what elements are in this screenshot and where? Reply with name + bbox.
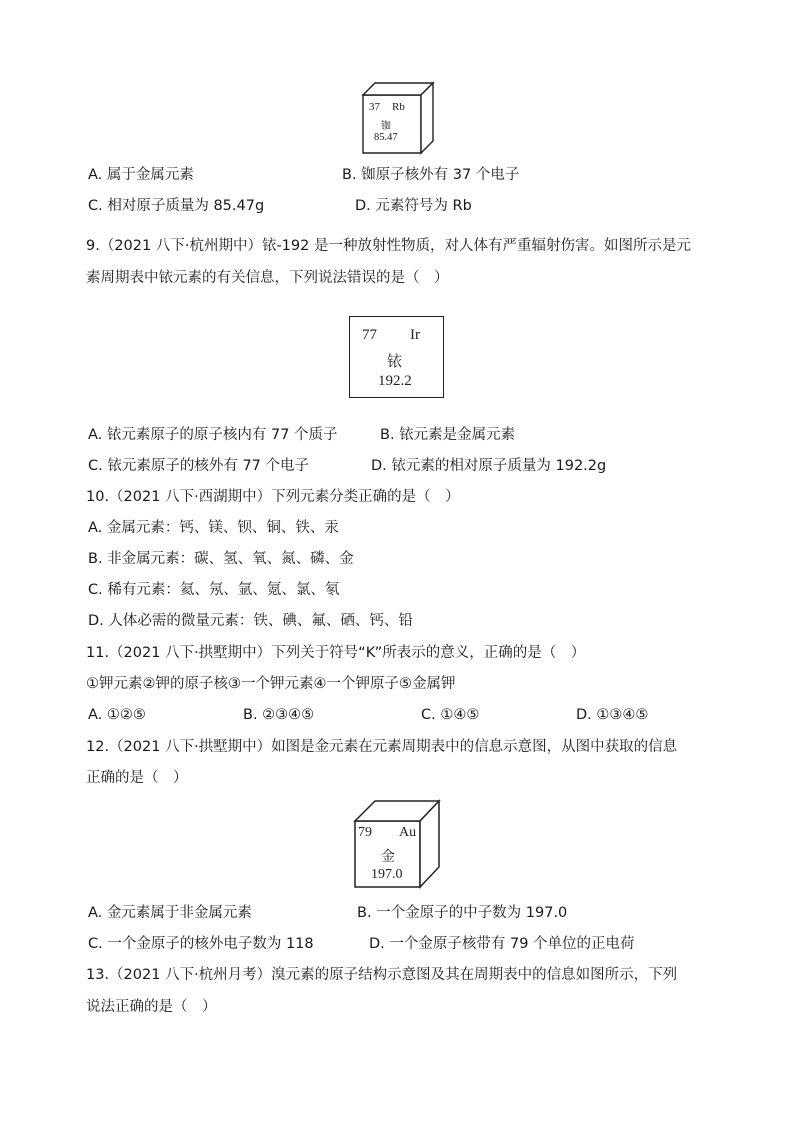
q9-option-a: A. 铱元素原子的原子核内有 77 个质子	[88, 427, 338, 443]
au-atomic-mass: 197.0	[371, 867, 403, 882]
q12-option-c: C. 一个金原子的核外电子数为 118	[88, 936, 314, 952]
q9-option-c: C. 铱元素原子的核外有 77 个电子	[88, 458, 310, 474]
q11-option-c: C. ①④⑤	[421, 707, 480, 723]
q11-stem: 11.（2021 八下·拱墅期中）下列关于符号“K”所表示的意义，正确的是（ ）	[86, 645, 586, 661]
q8-option-b: B. 铷原子核外有 37 个电子	[342, 167, 520, 183]
q10-option-c: C. 稀有元素：氦、氖、氩、氪、氯、氡	[88, 582, 340, 598]
ir-symbol: Ir	[410, 327, 420, 343]
q8-option-c: C. 相对原子质量为 85.47g	[88, 198, 265, 214]
q9-option-b: B. 铱元素是金属元素	[380, 427, 516, 443]
ir-name: 铱	[387, 354, 403, 370]
q10-option-b: B. 非金属元素：碳、氢、氧、氮、磷、金	[88, 551, 354, 567]
q12-stem-line2: 正确的是（ ）	[86, 770, 188, 786]
q12-option-d: D. 一个金原子核带有 79 个单位的正电荷	[369, 936, 635, 952]
au-name: 金	[381, 850, 395, 865]
ir-atomic-mass: 192.2	[378, 373, 412, 389]
rb-name: 铷	[381, 121, 391, 132]
q13-stem-line2: 说法正确的是（ ）	[86, 999, 217, 1015]
rubidium-element-tile	[362, 82, 434, 154]
au-symbol: Au	[399, 825, 417, 840]
ir-atomic-number: 77	[362, 327, 377, 343]
rb-atomic-number: 37	[369, 101, 380, 113]
q10-option-a: A. 金属元素：钙、镁、钡、铜、铁、汞	[88, 520, 339, 536]
au-atomic-number: 79	[358, 825, 372, 840]
iridium-element-tile	[349, 316, 444, 398]
q9-option-d: D. 铱元素的相对原子质量为 192.2g	[371, 458, 607, 474]
q8-option-a: A. 属于金属元素	[88, 167, 194, 183]
q11-option-d: D. ①③④⑤	[576, 707, 649, 723]
q11-option-b: B. ②③④⑤	[243, 707, 315, 723]
rb-atomic-mass: 85.47	[374, 132, 398, 143]
q13-stem-line1: 13.（2021 八下·杭州月考）溴元素的原子结构示意图及其在周期表中的信息如图所示，下列	[86, 967, 678, 983]
q9-stem-line2: 素周期表中铱元素的有关信息，下列说法错误的是（ ）	[86, 270, 449, 286]
q12-option-b: B. 一个金原子的中子数为 197.0	[357, 905, 568, 921]
q10-option-d: D. 人体必需的微量元素：铁、碘、氟、硒、钙、铅	[88, 613, 413, 629]
rb-symbol: Rb	[392, 101, 405, 113]
q12-stem-line1: 12.（2021 八下·拱墅期中）如图是金元素在元素周期表中的信息示意图，从图中获取的信息	[86, 739, 678, 755]
gold-element-tile	[354, 800, 440, 888]
q10-stem: 10.（2021 八下·西湖期中）下列元素分类正确的是（ ）	[86, 489, 460, 505]
q11-items: ①钾元素②钾的原子核③一个钾元素④一个钾原子⑤金属钾	[86, 676, 456, 692]
q9-stem-line1: 9.（2021 八下·杭州期中）铱-192 是一种放射性物质，对人体有严重辐射伤害。如图所示是元	[86, 238, 691, 254]
q12-option-a: A. 金元素属于非金属元素	[88, 905, 252, 921]
q11-option-a: A. ①②⑤	[88, 707, 146, 723]
q8-option-d: D. 元素符号为 Rb	[355, 198, 472, 214]
rubidium-cube-outline	[362, 82, 434, 154]
